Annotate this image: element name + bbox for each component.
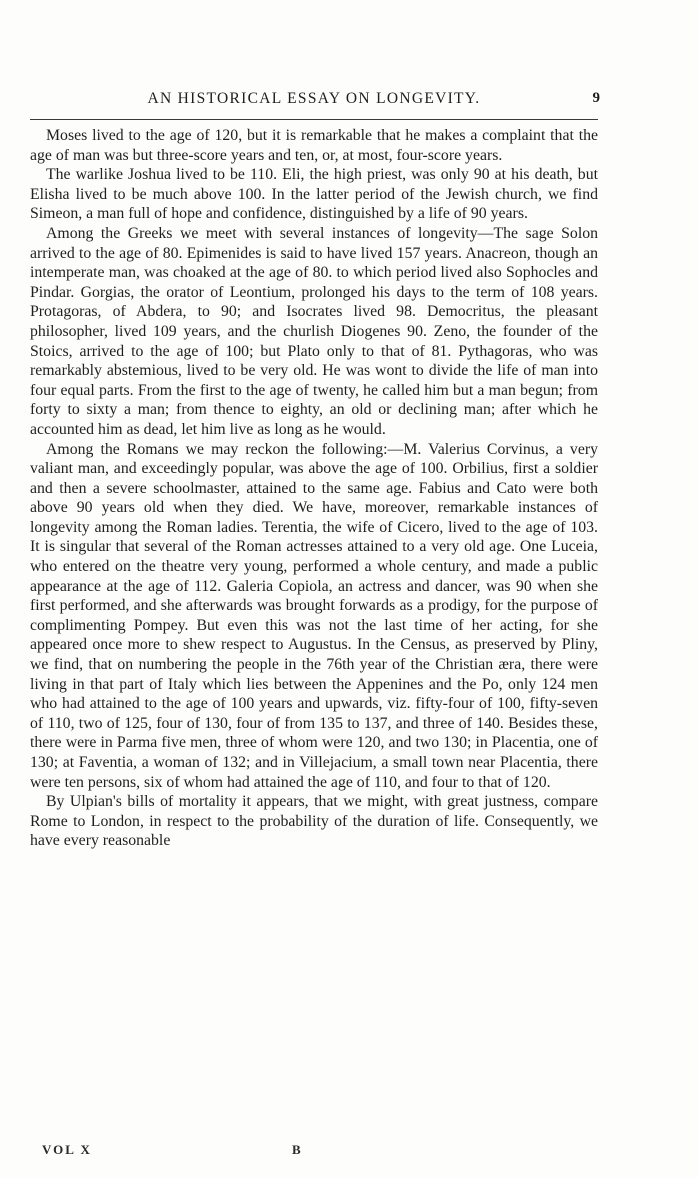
paragraph-greeks: Among the Greeks we meet with several instances of longevity—The sage Solon arrived to the age of 80. Epimenides is said to have lived 157 years. Anacreon, though an intemperate man, was choaked at the age of 80. to which period lived also Sophocles and Pindar. Gorgias, the orator of Leontium, prolonged his days to the term of 108 years. Protagoras, of Abdera, to 90; and Isocrates lived 98. Democritus, the pleasant philosopher, lived 109 years, and the churlish Diogenes 90. Zeno, the founder of the Stoics, arrived to the age of 100; but Plato only to that of 81. Pythagoras, who was remarkably abstemious, lived to be very old. He was wont to divide the life of man into four equal parts. From the first to the age of twenty, he called him but a man begun; from forty to sixty a man; from thence to eighty, an old or declining man; after which he accounted him as dead, let him live as long as he would. <box>30 224 598 438</box>
running-title: AN HISTORICAL ESSAY ON LONGEVITY. <box>147 90 481 107</box>
page-number: 9 <box>592 90 600 106</box>
paragraph-moses: Moses lived to the age of 120, but it is remarkable that he makes a complaint that the age of man was but three-score years and ten, or, at most, four-score years. <box>30 127 598 164</box>
volume-mark: VOL X <box>42 1142 92 1157</box>
signature-mark: B <box>292 1142 301 1157</box>
page-header <box>28 90 600 108</box>
page-footer <box>30 1142 598 1162</box>
paragraph-ulpian: By Ulpian's bills of mortality it appears, that we might, with great justness, compare Rome to London, in respect to the probability of the duration of life. Consequently, we have every reasonable <box>30 793 598 850</box>
paragraph-joshua: The warlike Joshua lived to be 110. Eli, the high priest, was only 90 at his death, but Elisha lived to be much above 100. In the latter period of the Jewish church, we find Simeon, a man full of hope and confidence, distinguished by a life of 90 years. <box>30 166 598 223</box>
body-text <box>30 126 598 851</box>
paragraph-romans: Among the Romans we may reckon the following:—M. Valerius Corvinus, a very valiant man, and exceedingly popular, was above the age of 100. Orbilius, first a soldier and then a severe schoolmaster, attained to the same age. Fabius and Cato were both above 90 years old when they died. We have, moreover, remarkable instances of longevity among the Roman ladies. Terentia, the wife of Cicero, lived to the age of 103. It is singular that several of the Roman actresses attained to a very old age. One Luceia, who entered on the theatre very young, performed a whole century, and made a public appearance at the age of 112. Galeria Copiola, an actress and dancer, was 90 when she first performed, and she afterwards was brought forwards as a prodigy, for the purpose of complimenting Pompey. But even this was not the last time of her acting, for she appeared once more to shew respect to Augustus. In the Census, as preserved by Pliny, we find, that on numbering the people in the 76th year of the Christian æra, there were living in that part of Italy which lies between the Appenines and the Po, only 124 men who had attained to the age of 100 years and upwards, viz. fifty-four of 100, fifty-seven of 110, two of 125, four of 130, four of from 135 to 137, and three of 140. Besides these, there were in Parma five men, three of whom were 120, and two 130; in Placentia, one of 130; at Faventia, a woman of 132; and in Villejacium, a small town near Placentia, there were ten persons, six of whom had attained the age of 110, and four to that of 120. <box>30 440 598 791</box>
header-rule <box>30 119 598 120</box>
